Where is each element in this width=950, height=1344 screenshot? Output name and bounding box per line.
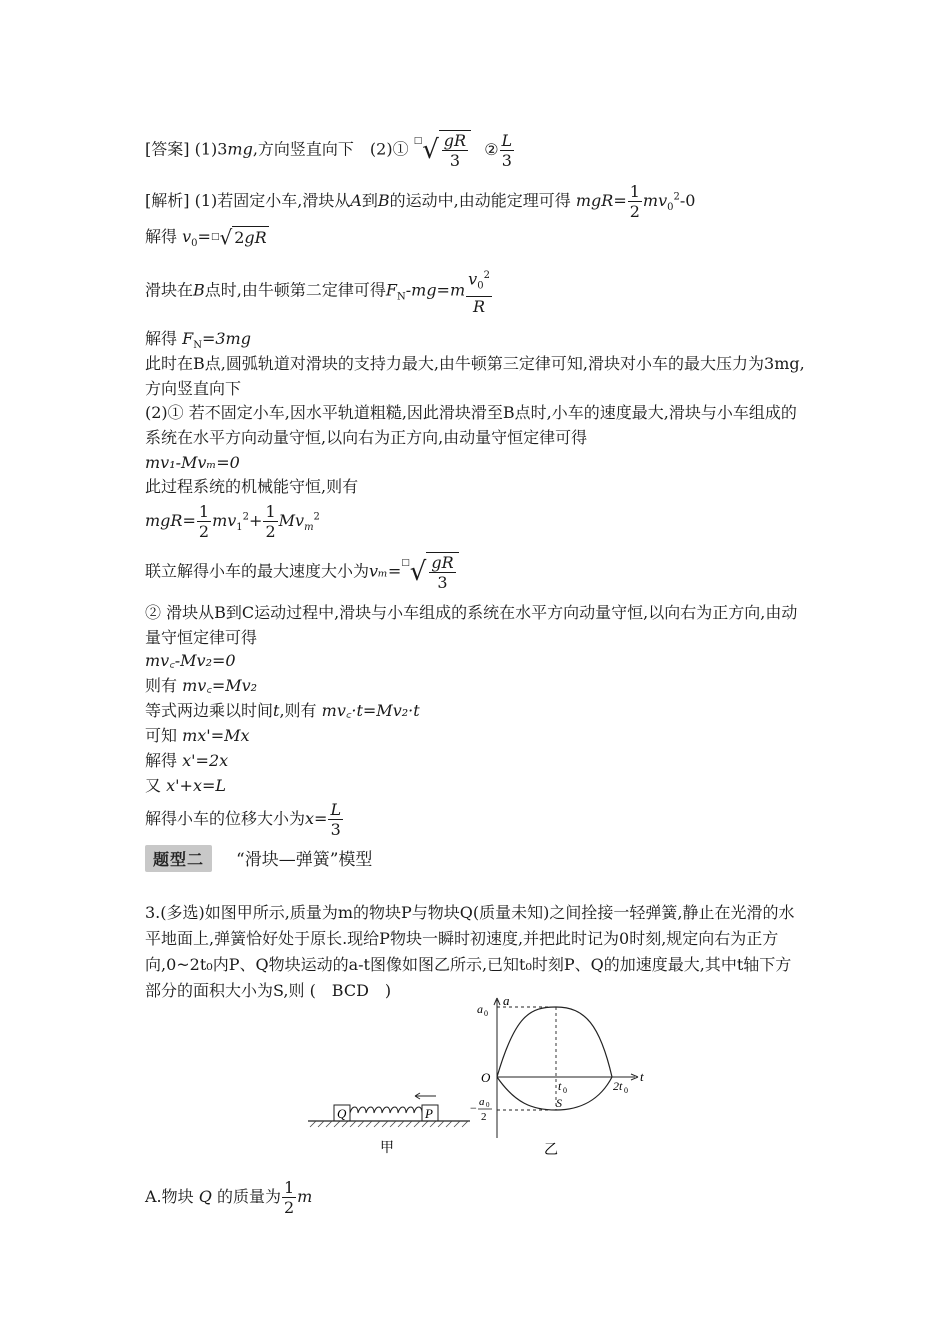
- radical-sign: √: [219, 225, 233, 250]
- var-F: F: [385, 280, 397, 300]
- frac-den: R: [473, 296, 486, 316]
- frac-den: 3: [437, 573, 448, 592]
- var-Q: Q: [198, 1187, 212, 1206]
- label-P: P: [425, 1106, 433, 1121]
- text: 等式两边乘以时间: [145, 701, 274, 720]
- analysis-line-8: 此过程系统的机械能守恒,则有: [145, 477, 359, 496]
- text: ,则有: [279, 701, 317, 720]
- var-m: m: [642, 191, 659, 210]
- frac-den: 3: [330, 820, 341, 839]
- label-a0: a: [477, 1002, 483, 1016]
- answer-mg: mg: [227, 139, 253, 159]
- label-t0-sub: 0: [563, 1086, 567, 1095]
- frac-den: 2: [629, 202, 640, 221]
- radical-sign: √: [409, 557, 427, 587]
- label-half-num-sub: 0: [486, 1101, 490, 1109]
- var-gR: gR: [244, 228, 267, 247]
- eq-c1: mv꜀-Mv₂=0: [145, 651, 236, 670]
- text: 解得: [145, 329, 178, 348]
- fraction-L3: [500, 131, 515, 170]
- answer-line: [145, 130, 515, 170]
- answer-text: ,方向竖直向下 (2)①: [252, 139, 409, 159]
- label-2t0: 2t: [613, 1079, 623, 1093]
- frac-den: 2: [283, 1198, 295, 1217]
- section-title: “滑块—弹簧”模型: [236, 850, 373, 870]
- text: 联立解得小车的最大速度大小为: [145, 561, 370, 581]
- text: 点时,由牛顿第二定律可得: [204, 280, 386, 300]
- text: 滑块在: [145, 280, 194, 300]
- sup: 2: [242, 511, 250, 523]
- eq: mv꜀=Mv₂: [182, 676, 258, 695]
- frac-num: gR: [431, 553, 454, 572]
- eq: x=: [305, 809, 328, 828]
- eq-c5-line: [145, 750, 228, 772]
- answer-sqrt: [414, 130, 471, 170]
- label-Q: Q: [337, 1106, 347, 1121]
- eq: mx'=Mx: [182, 726, 250, 745]
- sub: 0: [667, 202, 674, 214]
- spring: [350, 1107, 422, 1113]
- eq-c3-line: [145, 700, 420, 722]
- var-B: B: [377, 191, 390, 210]
- eq-c4-line: [145, 725, 250, 747]
- sqrt-box: □: [413, 136, 423, 146]
- frac-den: 3: [449, 151, 461, 170]
- sqrt-box: □: [210, 232, 220, 242]
- var-v: v: [182, 227, 192, 246]
- eq: x'=2x: [182, 751, 229, 770]
- frac-num: 1: [198, 502, 210, 521]
- text: 可知: [145, 726, 178, 745]
- label-O: O: [481, 1070, 491, 1085]
- text: 到: [361, 191, 378, 210]
- text: 解得: [145, 227, 178, 246]
- fraction-half: [197, 502, 211, 541]
- text: -0: [679, 191, 696, 210]
- frac-num: 1: [629, 182, 640, 201]
- var-M: M: [278, 511, 296, 530]
- analysis-line-10: [145, 552, 459, 592]
- sub: N: [193, 340, 202, 352]
- eq: mv꜀·t=Mv₂·t: [321, 701, 420, 720]
- fraction-v0R: [466, 266, 492, 316]
- var-v: v: [227, 511, 237, 530]
- circle-two: ②: [484, 139, 499, 159]
- ground-hatching: [310, 1121, 468, 1127]
- text: [解析] (1)若固定小车,滑块从: [145, 191, 351, 210]
- frac-num: gR: [443, 131, 467, 150]
- label-minus: −: [470, 1101, 477, 1115]
- eq-energy: [145, 502, 320, 541]
- sqrt-box: □: [401, 558, 410, 568]
- eq-momentum: mv₁-Mvₘ=0: [145, 453, 240, 472]
- var-B: B: [193, 280, 205, 300]
- eq-c7-line: [145, 800, 344, 839]
- analysis-para-5: 此时在B点,圆弧轨道对滑块的支持力最大,由牛顿第三定律可知,滑块对小车的最大压力为3mg,方向竖直向下: [145, 354, 805, 398]
- var-v: v: [658, 191, 668, 210]
- radical-sign: √: [422, 135, 439, 165]
- var-m: m: [212, 511, 228, 530]
- fraction-half: [628, 182, 642, 221]
- var-v: v: [468, 269, 478, 289]
- eq-mgR: mgR=: [145, 511, 196, 530]
- frac-num: 1: [265, 502, 276, 521]
- sup: 2: [483, 270, 490, 281]
- eq: x'+x=L: [166, 776, 226, 795]
- fraction: [429, 553, 455, 592]
- figure-jia: [308, 1093, 470, 1156]
- label-half-den: 2: [481, 1111, 487, 1123]
- var-A: A: [350, 191, 362, 210]
- text: 又: [145, 776, 162, 795]
- frac-num: 1: [283, 1178, 295, 1197]
- sub: m: [304, 522, 314, 534]
- eq: -mg=m: [405, 280, 466, 300]
- question-3: 3.(多选)如图甲所示,质量为m的物块P与物块Q(质量未知)之间拴接一轻弹簧,静止在光滑的水平地面上,弹簧恰好处于原长.现给P物块一瞬时初速度,并把此时记为0时刻,规定向右为正方向,0~2t₀内P、Q物块运动的a-t图像如图乙所示,已知t₀时刻P、Q的加速度最大,其中t轴下方部分的面积大小为S,则 ( BCD ): [145, 903, 795, 1000]
- frac-den: 3: [501, 150, 512, 170]
- var-m: m: [297, 1187, 313, 1206]
- sub: 0: [477, 280, 484, 292]
- eq-c2-line: [145, 675, 257, 697]
- frac-num: L: [330, 800, 342, 819]
- text: 的质量为: [216, 1187, 281, 1206]
- label-half-num: a: [479, 1096, 485, 1108]
- section-badge: 题型二: [145, 845, 212, 872]
- figure-yi: [470, 995, 644, 1158]
- label-yi: 乙: [544, 1142, 558, 1158]
- curve-upper: [497, 1007, 612, 1077]
- eq-mgR: mgR=: [575, 191, 627, 210]
- sqrt: [211, 226, 269, 249]
- text: 2: [234, 228, 245, 247]
- text: 则有: [145, 676, 178, 695]
- analysis-para-6: (2)① 若不固定小车,因水平轨道粗糙,因此滑块滑至B点时,小车的速度最大,滑块与小车组成的系统在水平方向动量守恒,以向右为正方向,由动量守恒定律可得: [145, 403, 797, 447]
- frac-num: L: [501, 130, 513, 150]
- text: +: [249, 511, 263, 530]
- fraction: [442, 131, 468, 170]
- label-jia: 甲: [380, 1140, 394, 1156]
- label-S: S: [556, 1096, 562, 1110]
- answer-prefix: [答案] (1)3: [145, 139, 228, 159]
- section-heading: [145, 845, 372, 873]
- fraction-L3: [328, 800, 343, 839]
- text: A.物块: [145, 1187, 194, 1206]
- label-t0: t: [558, 1079, 562, 1093]
- sub: 1: [236, 522, 243, 534]
- curve-lower: [497, 1077, 612, 1110]
- text: =: [197, 227, 211, 246]
- sup: 2: [313, 511, 320, 523]
- sub: N: [396, 291, 406, 303]
- label-a: a: [503, 995, 510, 1008]
- text: 解得小车的位移大小为: [145, 809, 306, 828]
- analysis-line-3: [145, 266, 493, 316]
- fraction-half: [282, 1178, 296, 1217]
- var-v: v: [295, 511, 305, 530]
- sup: 2: [673, 191, 680, 203]
- eq: vₘ=: [369, 561, 402, 581]
- analysis-para-11: ② 滑块从B到C运动过程中,滑块与小车组成的系统在水平方向动量守恒,以向右为正方向,由动量守恒定律可得: [145, 603, 798, 647]
- label-2t0-sub: 0: [624, 1086, 628, 1095]
- analysis-line-1: [145, 182, 695, 221]
- analysis-line-2: [145, 226, 269, 255]
- text: 解得: [145, 751, 178, 770]
- eq: =3mg: [201, 329, 251, 348]
- frac-den: 2: [198, 522, 210, 541]
- var-F: F: [182, 329, 194, 348]
- sqrt: [401, 552, 458, 592]
- frac-den: 2: [265, 522, 276, 541]
- text: 的运动中,由动能定理可得: [389, 191, 571, 210]
- option-a: [145, 1178, 312, 1217]
- question-figure: [300, 995, 680, 1160]
- label-a0-sub: 0: [484, 1009, 488, 1018]
- label-t: t: [640, 1069, 644, 1084]
- sub: 0: [191, 238, 198, 250]
- var-t: t: [273, 701, 280, 720]
- fraction-half: [263, 502, 277, 541]
- eq-c6-line: [145, 775, 226, 797]
